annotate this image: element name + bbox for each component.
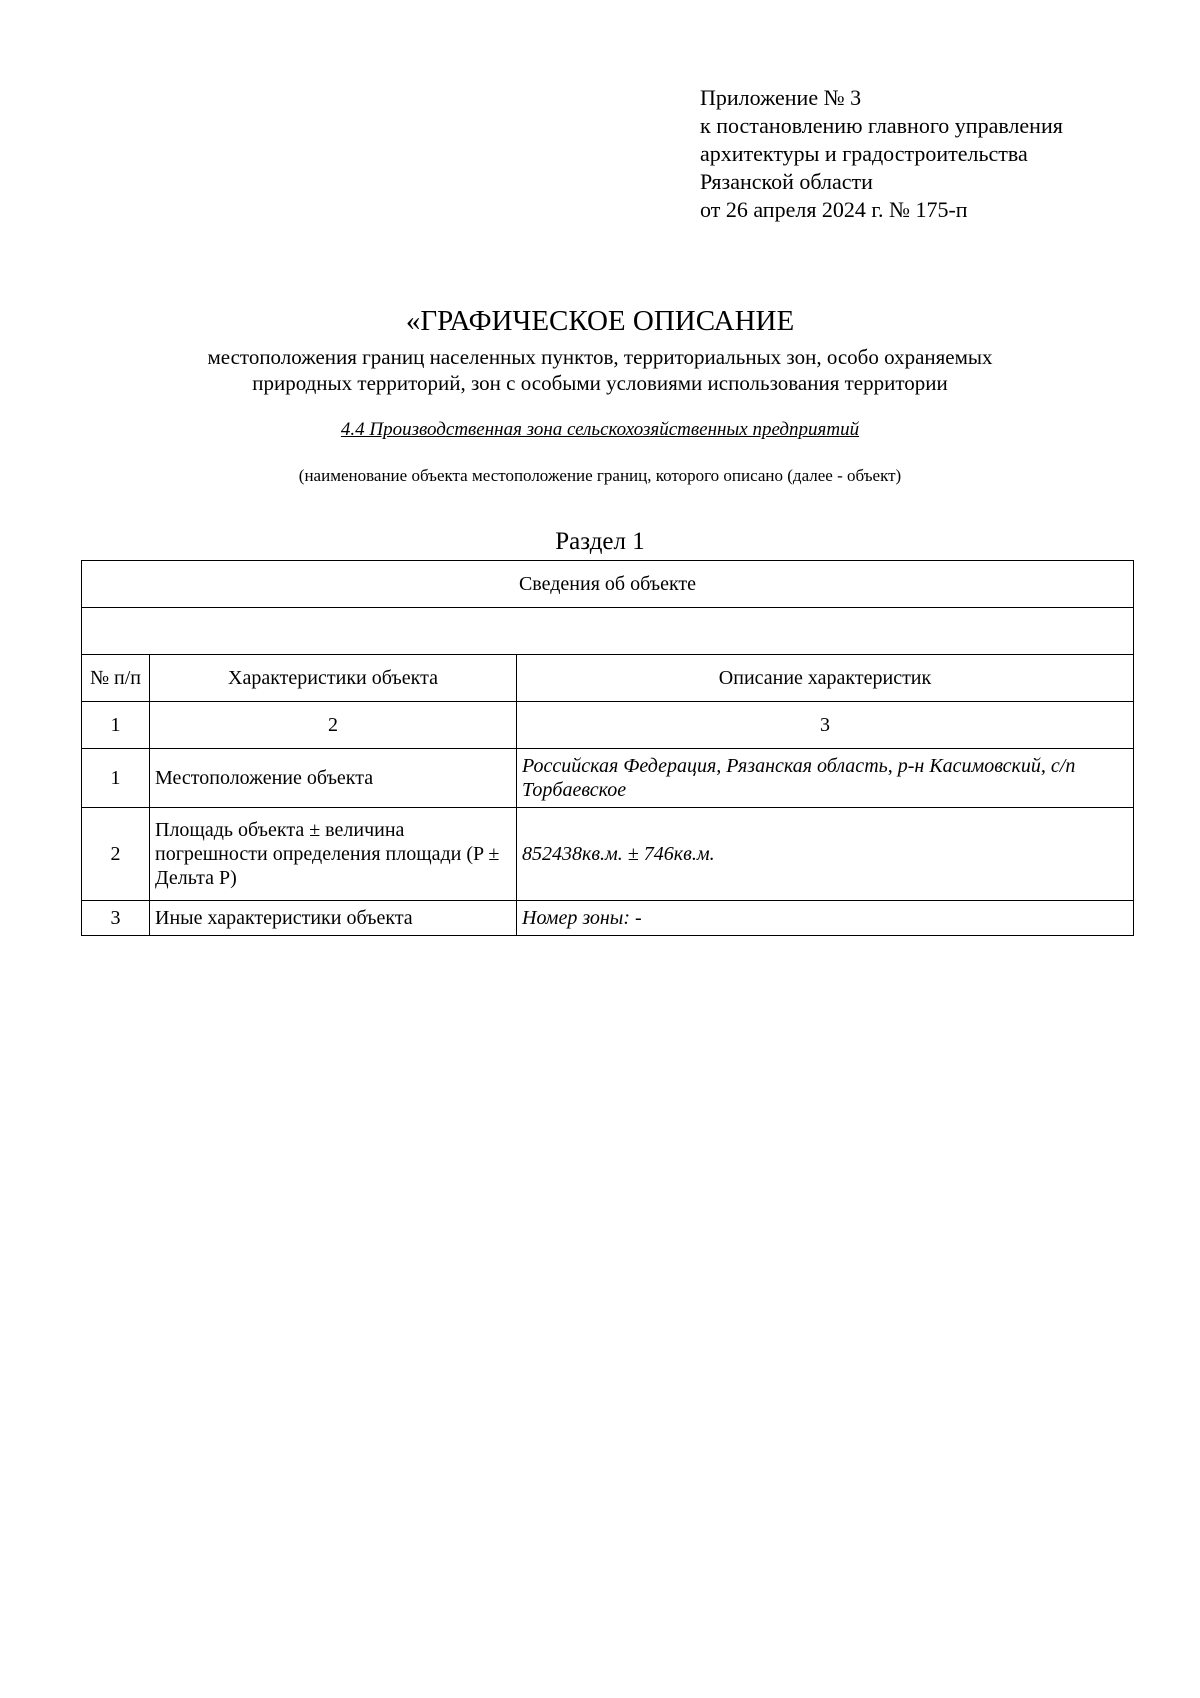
column-header: Описание характеристик xyxy=(517,655,1134,702)
table-empty-row xyxy=(82,608,1134,655)
subtitle-line: местоположения границ населенных пунктов, территориальных зон, особо охраняемых xyxy=(207,345,993,369)
table-row xyxy=(82,808,1134,901)
row-characteristic: Местоположение объекта xyxy=(150,749,517,808)
row-description: 852438кв.м. ± 746кв.м. xyxy=(517,808,1134,901)
table-header-cell: Сведения об объекте xyxy=(82,561,1134,608)
table-column-header-row xyxy=(82,655,1134,702)
row-characteristic: Площадь объекта ± величина погрешности определения площади (P ± Дельта P) xyxy=(150,808,517,901)
table-column-number-row xyxy=(82,702,1134,749)
row-characteristic: Иные характеристики объекта xyxy=(150,901,517,936)
column-header: № п/п xyxy=(82,655,150,702)
row-number: 1 xyxy=(82,749,150,808)
document-subtitle xyxy=(0,344,1200,396)
table-header-row xyxy=(82,561,1134,608)
appendix-line: архитектуры и градостроительства xyxy=(700,141,1028,166)
object-name xyxy=(0,418,1200,442)
object-caption: (наименование объекта местоположение границ, которого описано (далее - объект) xyxy=(298,466,902,485)
table-empty-cell xyxy=(82,608,1134,655)
row-description: Российская Федерация, Рязанская область, р-н Касимовский, с/п Торбаевское xyxy=(517,749,1134,808)
column-number: 2 xyxy=(150,702,517,749)
appendix-line: Рязанской области xyxy=(700,169,873,194)
appendix-block xyxy=(700,84,1063,224)
section-title: Раздел 1 xyxy=(555,528,645,555)
object-name-text: 4.4 Производственная зона сельскохозяйственных предприятий xyxy=(340,419,860,440)
row-number: 2 xyxy=(82,808,150,901)
appendix-line: к постановлению главного управления xyxy=(700,113,1063,138)
column-number: 1 xyxy=(82,702,150,749)
appendix-line: Приложение № 3 xyxy=(700,85,862,110)
row-description: Номер зоны: - xyxy=(517,901,1134,936)
column-header: Характеристики объекта xyxy=(150,655,517,702)
table-row xyxy=(82,901,1134,936)
table-row xyxy=(82,749,1134,808)
object-info-table xyxy=(81,560,1134,936)
appendix-line: от 26 апреля 2024 г. № 175-п xyxy=(700,197,968,222)
document-title: «ГРАФИЧЕСКОЕ ОПИСАНИЕ xyxy=(405,305,795,337)
column-number: 3 xyxy=(517,702,1134,749)
subtitle-line: природных территорий, зон с особыми условиями использования территории xyxy=(252,371,948,395)
row-number: 3 xyxy=(82,901,150,936)
